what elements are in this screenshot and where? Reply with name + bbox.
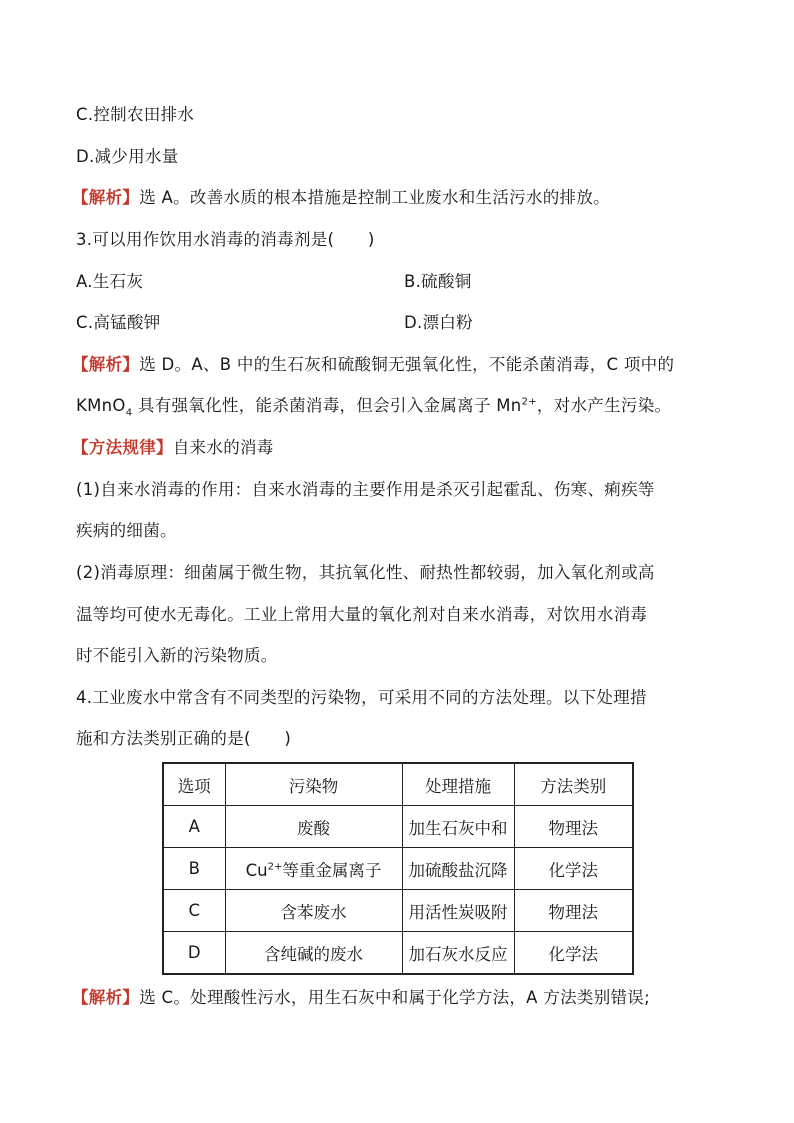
formula-kmno: KMnO <box>76 396 126 415</box>
analysis-3-line-1 <box>72 353 674 377</box>
cell-pollutant: 废酸 <box>225 806 402 848</box>
ion-charge: 2+ <box>267 861 283 872</box>
method-1-line-1: (1)自来水消毒的作用：自来水消毒的主要作用是杀灭引起霍乱、伤寒、痢疾等 <box>76 480 655 499</box>
question-4-line-2: 施和方法类别正确的是( ) <box>76 729 292 748</box>
q3-option-a: A.生石灰 <box>76 272 144 291</box>
table-row <box>163 848 633 890</box>
q3-option-b: B.硫酸铜 <box>404 272 472 291</box>
question-4-line-1: 4.工业废水中常含有不同类型的污染物，可采用不同的方法处理。以下处理措 <box>76 688 647 707</box>
header-category: 方法类别 <box>514 763 633 806</box>
analysis-text: 选 A。改善水质的根本措施是控制工业废水和生活污水的排放。 <box>139 188 610 207</box>
ion-symbol: Cu <box>245 860 268 880</box>
q3-option-d: D.漂白粉 <box>404 313 473 332</box>
cell-option: C <box>163 890 225 932</box>
analysis-tag: 【解析】 <box>72 355 140 374</box>
analysis-text: 选 D。A、B 中的生石灰和硫酸铜无强氧化性，不能杀菌消毒，C 项中的 <box>139 355 675 374</box>
cell-pollutant: 含苯废水 <box>225 890 402 932</box>
table-header-row <box>163 763 633 806</box>
analysis-4 <box>72 986 650 1010</box>
method-tag: 【方法规律】 <box>72 438 173 457</box>
cell-category: 物理法 <box>514 890 633 932</box>
treatment-table <box>162 762 634 975</box>
cell-option: A <box>163 806 225 848</box>
method-title: 自来水的消毒 <box>172 438 274 457</box>
table-row <box>163 806 633 848</box>
ion-charge: 2+ <box>521 396 537 408</box>
cell-pollutant <box>225 848 402 890</box>
cell-category: 化学法 <box>514 848 633 890</box>
cell-pollutant: 含纯碱的废水 <box>225 932 402 975</box>
header-pollutant: 污染物 <box>225 763 402 806</box>
table-row <box>163 890 633 932</box>
header-option: 选项 <box>163 763 225 806</box>
formula-subscript: 4 <box>125 407 133 419</box>
q3-options-row-2 <box>76 311 473 335</box>
method-heading <box>72 436 274 460</box>
cell-category: 化学法 <box>514 932 633 975</box>
method-1-line-2: 疾病的细菌。 <box>76 521 177 540</box>
cell-option: D <box>163 932 225 975</box>
cell-measure: 加生石灰中和 <box>402 806 514 848</box>
analysis-2 <box>72 186 610 210</box>
cell-measure: 加石灰水反应 <box>402 932 514 975</box>
cell-category: 物理法 <box>514 806 633 848</box>
cell-measure: 加硫酸盐沉降 <box>402 848 514 890</box>
question-3: 3.可以用作饮用水消毒的消毒剂是( ) <box>76 230 375 249</box>
analysis-text: ，对水产生污染。 <box>536 396 672 415</box>
q3-option-c: C.高锰酸钾 <box>76 313 161 332</box>
option-d-line: D.减少用水量 <box>76 147 179 166</box>
cell-option: B <box>163 848 225 890</box>
method-2-line-1: (2)消毒原理：细菌属于微生物，其抗氧化性、耐热性都较弱，加入氧化剂或高 <box>76 563 655 582</box>
analysis-tag: 【解析】 <box>72 188 140 207</box>
table-row <box>163 932 633 975</box>
method-2-line-2: 温等均可使水无毒化。工业上常用大量的氧化剂对自来水消毒，对饮用水消毒 <box>76 605 648 624</box>
option-c-line: C.控制农田排水 <box>76 105 195 124</box>
header-measure: 处理措施 <box>402 763 514 806</box>
q3-options-row-1 <box>76 270 472 294</box>
pollutant-text: 等重金属离子 <box>282 860 382 880</box>
analysis-text: 选 C。处理酸性污水，用生石灰中和属于化学方法，A 方法类别错误; <box>139 988 650 1007</box>
method-2-line-3: 时不能引入新的污染物质。 <box>76 646 278 665</box>
cell-measure: 用活性炭吸附 <box>402 890 514 932</box>
analysis-tag: 【解析】 <box>72 988 140 1007</box>
analysis-text: 具有强氧化性，能杀菌消毒，但会引入金属离子 Mn <box>132 396 522 415</box>
analysis-3-line-2 <box>76 394 671 418</box>
